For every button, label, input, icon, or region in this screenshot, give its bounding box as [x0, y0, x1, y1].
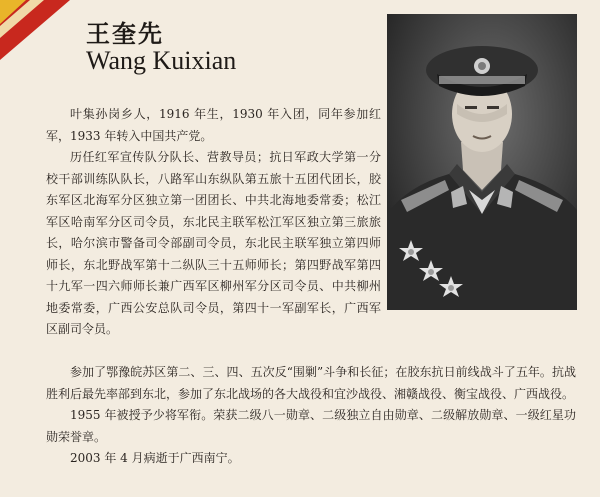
- bio-paragraph-career: 历任红军宣传队分队长、营教导员；抗日军政大学第一分校干部训练队队长，八路军山东纵队第五旅十五团代团长，胶东军区北海军分区独立第一团团长、中共北海地委常委；松江军区哈南军分区司令员，东北民主联军松江军区独立第三旅旅长，哈尔滨市警备司令部副司令员，东北民主联军独立第四师师长，东北野战军第十二纵队三十五师师长；第四野战军第四十九军一四六师师长兼广西军区柳州军分区司令员、中共柳州地委常委，广西公安总队司令员，第四十一军副军长，广西军区副司令员。: [46, 150, 381, 336]
- bio-paragraph-honors: 1955 年被授予少将军衔。荣获二级八一勋章、二级独立自由勋章、二级解放勋章、一级红星功勋荣誉章。: [46, 408, 576, 444]
- portrait-photo: [387, 14, 577, 310]
- bio-paragraph-death: 2003 年 4 月病逝于广西南宁。: [70, 451, 240, 465]
- bio-paragraph-battles: 参加了鄂豫皖苏区第二、三、四、五次反“围剿”斗争和长征；在胶东抗日前线战斗了五年。抗战胜利后最先率部到东北，参加了东北战场的各大战役和宜沙战役、湘赣战役、衡宝战役、广西战役。: [46, 365, 576, 401]
- corner-decoration: [0, 0, 70, 60]
- name-english: Wang Kuixian: [86, 46, 237, 75]
- bio-paragraph-origin: 叶集孙岗乡人，1916 年生，1930 年入团，同年参加红军，1933 年转入中国共产党。: [46, 107, 381, 143]
- name-chinese: 王奎先: [86, 19, 164, 48]
- biography-text-column: [46, 104, 381, 341]
- biography-text-wide: [46, 362, 576, 470]
